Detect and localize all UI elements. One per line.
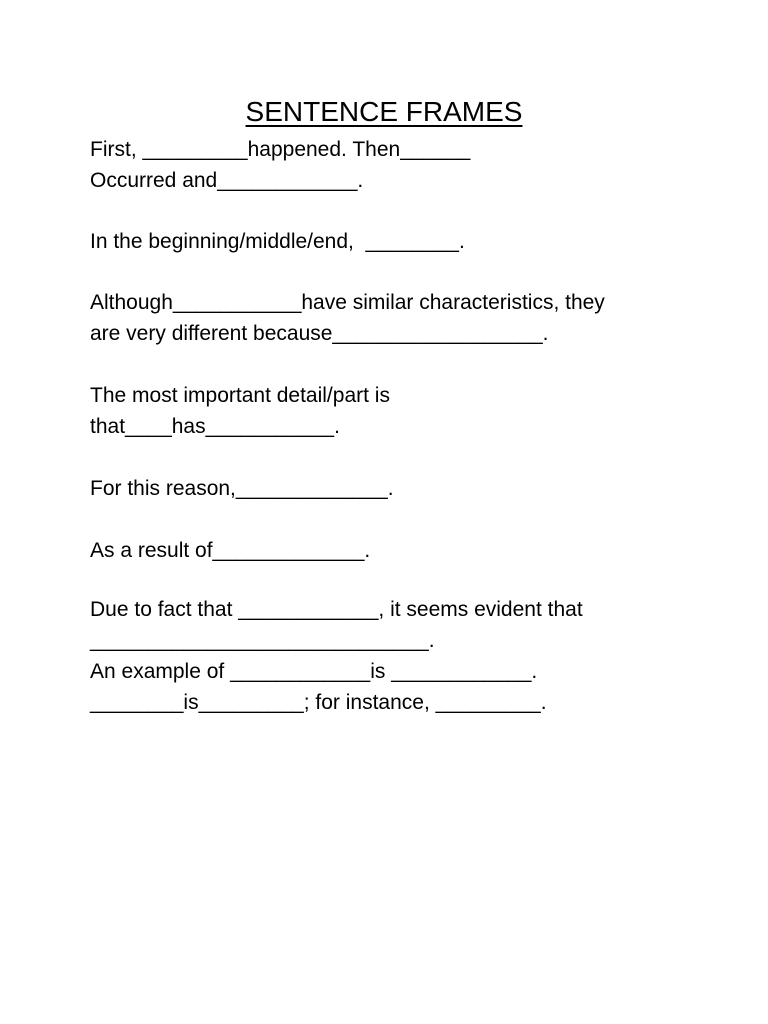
- sentence-frame-line: As a result of_____________.: [90, 539, 371, 562]
- sentence-frame-line: Due to fact that ____________, it seems evident that: [90, 598, 583, 621]
- sentence-frame-line: In the beginning/middle/end, ________.: [90, 230, 465, 253]
- sentence-frame-line: Although___________have similar characteristics, they: [90, 291, 605, 314]
- sentence-frame-line: ________is_________; for instance, _________.: [90, 691, 547, 714]
- sentence-frame-line: First, _________happened. Then______: [90, 138, 471, 161]
- sentence-frame-line: An example of ____________is ____________.: [90, 660, 538, 683]
- sentence-frame-line: that____has___________.: [90, 415, 340, 438]
- page-title: SENTENCE FRAMES: [245, 96, 523, 127]
- sentence-frame-line: Occurred and____________.: [90, 169, 364, 192]
- sentence-frame-line: _____________________________.: [90, 629, 435, 652]
- sentence-frame-line: are very different because__________________.: [90, 322, 549, 345]
- sentence-frame-line: For this reason,_____________.: [90, 477, 394, 500]
- sentence-frame-line: The most important detail/part is: [90, 384, 390, 407]
